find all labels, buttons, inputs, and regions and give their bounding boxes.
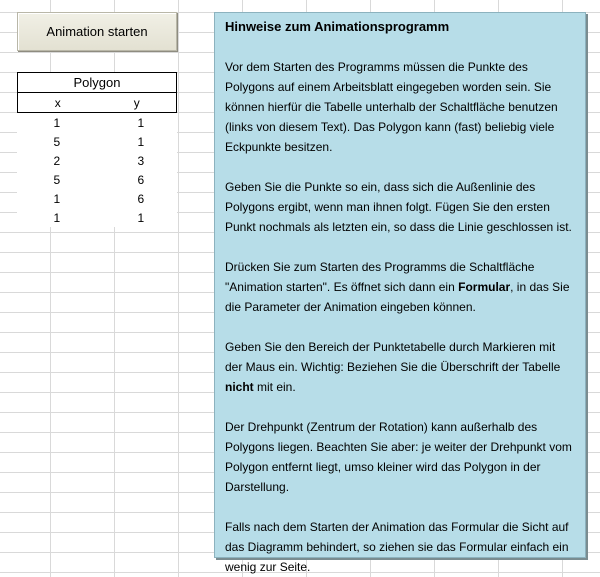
cell-x[interactable]: 5 [53, 134, 61, 149]
animation-start-button[interactable]: Animation starten [17, 12, 177, 51]
paragraph-text: Geben Sie den Bereich der Punktetabelle durch Markieren mit der Maus ein. Wichtig: Beziehen Sie die Überschrift der Tabelle [225, 340, 561, 374]
cell-x[interactable]: 5 [53, 172, 61, 187]
instructions-paragraph [225, 257, 575, 317]
polygon-table [17, 72, 177, 227]
table-row [18, 189, 177, 208]
cell-y[interactable]: 1 [137, 210, 145, 225]
table-title[interactable]: Polygon [18, 73, 177, 93]
table-row [18, 132, 177, 151]
paragraph-bold-text: Formular [458, 280, 511, 294]
table-row [18, 170, 177, 189]
table-title-row [18, 73, 177, 93]
cell-x[interactable]: 1 [53, 115, 61, 130]
cell-y[interactable]: 6 [137, 172, 145, 187]
instructions-paragraph: Falls nach dem Starten der Animation das Formular die Sicht auf das Diagramm behindert, so ziehen sie das Formular einfach ein wenig zur Seite. [225, 520, 569, 574]
instructions-paragraph: Geben Sie die Punkte so ein, dass sich die Außenlinie des Polygons ergibt, wenn man ihnen folgt. Fügen Sie den ersten Punkt nochmals als letzten ein, so dass die Linie geschlossen ist. [225, 180, 572, 234]
table-row [18, 208, 177, 227]
table-header-row [18, 93, 177, 113]
paragraph-text: mit ein. [253, 380, 296, 394]
header-x[interactable]: x [18, 93, 98, 113]
instructions-title: Hinweise zum Animationsprogramm [225, 19, 450, 34]
instructions-paragraph: Vor dem Starten des Programms müssen die Punkte des Polygons auf einem Arbeitsblatt eingegeben worden sein. Sie können hierfür die Tabelle unterhalb der Schaltfläche benutzen (links von diesem Text). Das Polygon kann (fast) beliebig viele Eckpunkte besitzen. [225, 60, 558, 154]
paragraph-text: Drücken Sie zum Starten des Programms die Schaltfläche "Animation starten". Es öffnet sich dann ein [225, 260, 535, 294]
header-y[interactable]: y [98, 93, 177, 113]
table-row [18, 113, 177, 133]
cell-y[interactable]: 1 [137, 115, 145, 130]
cell-y[interactable]: 1 [137, 134, 145, 149]
table-row [18, 151, 177, 170]
instructions-paragraph [225, 337, 575, 397]
instructions-paragraph: Der Drehpunkt (Zentrum der Rotation) kann außerhalb des Polygons liegen. Beachten Sie aber: je weiter der Drehpunkt vom Polygon entfernt liegt, umso kleiner wird das Polygon in der Darstellung. [225, 420, 572, 494]
paragraph-bold-text: nicht [225, 380, 254, 394]
cell-x[interactable]: 1 [53, 210, 61, 225]
cell-y[interactable]: 3 [137, 153, 145, 168]
cell-y[interactable]: 6 [137, 191, 145, 206]
instructions-textbox[interactable] [214, 12, 586, 574]
cell-x[interactable]: 2 [53, 153, 61, 168]
paragraph-text: , in das Sie die Parameter der Animation eingeben können. [225, 280, 570, 314]
cell-x[interactable]: 1 [53, 191, 61, 206]
